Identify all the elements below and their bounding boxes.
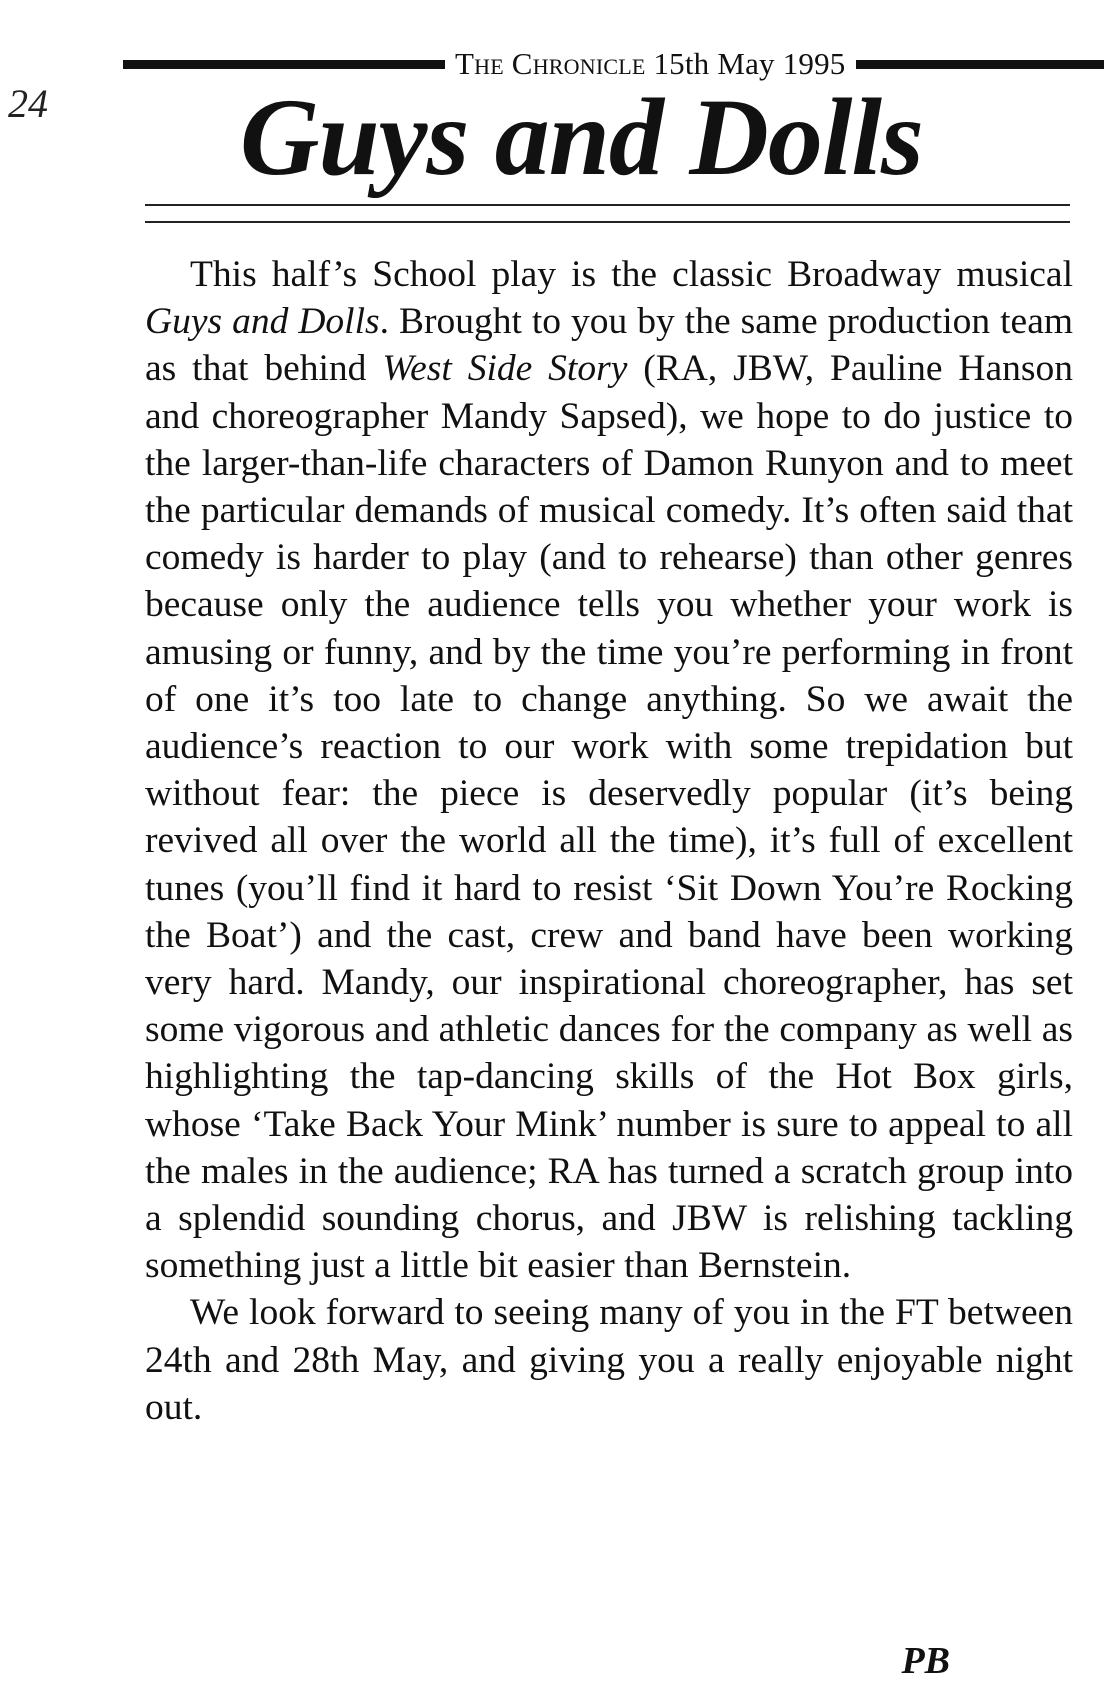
publication-name: The Chronicle [455,46,646,81]
masthead-rule-left [123,60,445,69]
article-paragraph: We look forward to seeing many of you in the FT between 24th and 28th May, and giving you a really enjoyable night out. [145,1292,1073,1428]
author-signature: PB [901,1640,950,1682]
headline: Guys and Dolls [240,76,923,198]
text-run: . Brought to you by the same production team as that behind [145,301,1074,390]
page-number: 24 [8,81,48,126]
previous-play-title: West Side Story [382,348,628,390]
text-run: This half’s School play is the classic Broadway musical [190,254,1073,295]
headline-rule-top [145,204,1070,206]
headline-rule-bottom [145,221,1070,223]
article-body [145,251,1073,1431]
issue-date: 15th May 1995 [653,46,846,81]
play-title: Guys and Dolls [145,301,380,343]
text-run: (RA, JBW, Pauline Hanson and choreographer Mandy Sapsed), we hope to do justice to the larger-than-life characters of Damon Runyon and to meet the particular demands of musical comedy. It’s often said that comedy is harder to play (and to rehearse) than other genres because only the audience tells you whether your work is amusing or funny, and by the time you’re performing in front of one it’s too late to change anything. So we await the audience’s reaction to our work with some trepidation but without fear: the piece is deservedly popular (it’s being revived all over the world all the time), it’s full of excellent tunes (you’ll find it hard to resist ‘Sit Down You’re Rocking the Boat’) and the cast, crew and band have been working very hard. Mandy, our inspirational choreographer, has set some vigorous and athletic dances for the company as well as highlighting the tap-dancing skills of the Hot Box girls, whose ‘Take Back Your Mink’ number is sure to appeal to all the males in the audience; RA has turned a scratch group into a splendid sounding chorus, and JBW is relishing tackling something just a little bit easier than Bernstein. [145,348,1073,1287]
masthead-rule-right [856,60,1104,69]
article-paragraph [145,251,1073,1289]
